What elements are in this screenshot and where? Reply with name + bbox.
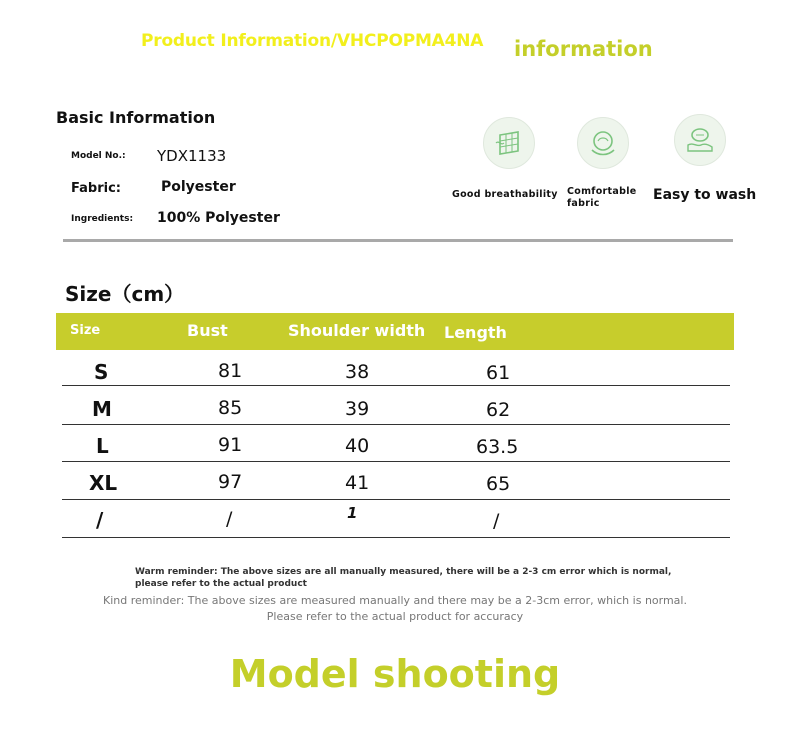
model-no-value: YDX1133 [157, 147, 227, 165]
table-row-bust: / [226, 508, 233, 530]
row-divider [62, 537, 730, 538]
feature-breathability [483, 117, 535, 169]
table-row-length: 61 [486, 362, 511, 384]
table-row-size: XL [89, 471, 118, 495]
table-row-size: L [96, 434, 109, 458]
table-row-length: / [493, 510, 500, 532]
table-row-length: 65 [486, 473, 511, 495]
fabric-value: Polyester [161, 179, 236, 195]
kind-reminder [0, 593, 790, 625]
table-row-length: 62 [486, 399, 511, 421]
table-row-shoulder: 41 [345, 472, 370, 494]
table-row-bust: 91 [218, 434, 243, 456]
feature-comfortable [577, 117, 629, 169]
breathability-label: Good breathability [452, 189, 558, 200]
kind-reminder-line-1: Kind reminder: The above sizes are measured manually and there may be a 2-3cm error, which is normal. [103, 594, 687, 607]
table-row-length: 63.5 [476, 436, 519, 458]
size-table-header [56, 313, 734, 350]
basic-info-heading: Basic Information [56, 108, 216, 127]
size-title: Size（cm） [65, 282, 185, 306]
comfortable-fabric-icon [577, 117, 629, 169]
row-divider [62, 385, 730, 386]
header-length: Length [444, 323, 507, 342]
ingredients-value: 100% Polyester [157, 210, 280, 226]
table-row-bust: 81 [218, 360, 243, 382]
kind-reminder-line-2: Please refer to the actual product for accuracy [266, 610, 524, 623]
product-info-title: Product Information/VHCPOPMA4NA [141, 31, 484, 51]
comfortable-label-1: Comfortable [567, 186, 637, 197]
table-row-shoulder: 1 [347, 504, 358, 522]
table-row-shoulder: 38 [345, 361, 370, 383]
header-shoulder-width: Shoulder width [288, 321, 426, 340]
table-row-bust: 85 [218, 397, 243, 419]
easy-wash-label: Easy to wash [653, 187, 757, 203]
header-size: Size [70, 323, 101, 338]
information-title: information [514, 37, 653, 61]
table-row-size: M [92, 397, 112, 421]
row-divider [62, 424, 730, 425]
warm-reminder-line-2: please refer to the actual product [135, 579, 307, 589]
model-shooting-heading: Model shooting [229, 652, 561, 696]
feature-easy-wash [674, 114, 726, 166]
warm-reminder-line-1: Warm reminder: The above sizes are all manually measured, there will be a 2-3 cm error which is normal, [135, 567, 672, 577]
table-row-size: S [94, 360, 109, 384]
warm-reminder [135, 566, 671, 590]
table-row-shoulder: 40 [345, 435, 370, 457]
fabric-label: Fabric: [71, 181, 121, 196]
comfortable-label-2: fabric [567, 198, 600, 209]
breathable-fabric-icon [483, 117, 535, 169]
section-divider [63, 239, 733, 242]
table-row-size: / [96, 508, 104, 532]
table-row-bust: 97 [218, 471, 243, 493]
row-divider [62, 499, 730, 500]
header-bust: Bust [187, 321, 228, 340]
row-divider [62, 461, 730, 462]
ingredients-label: Ingredients: [71, 214, 134, 224]
model-no-label: Model No.: [71, 151, 126, 161]
table-row-shoulder: 39 [345, 398, 370, 420]
hand-wash-icon [674, 114, 726, 166]
